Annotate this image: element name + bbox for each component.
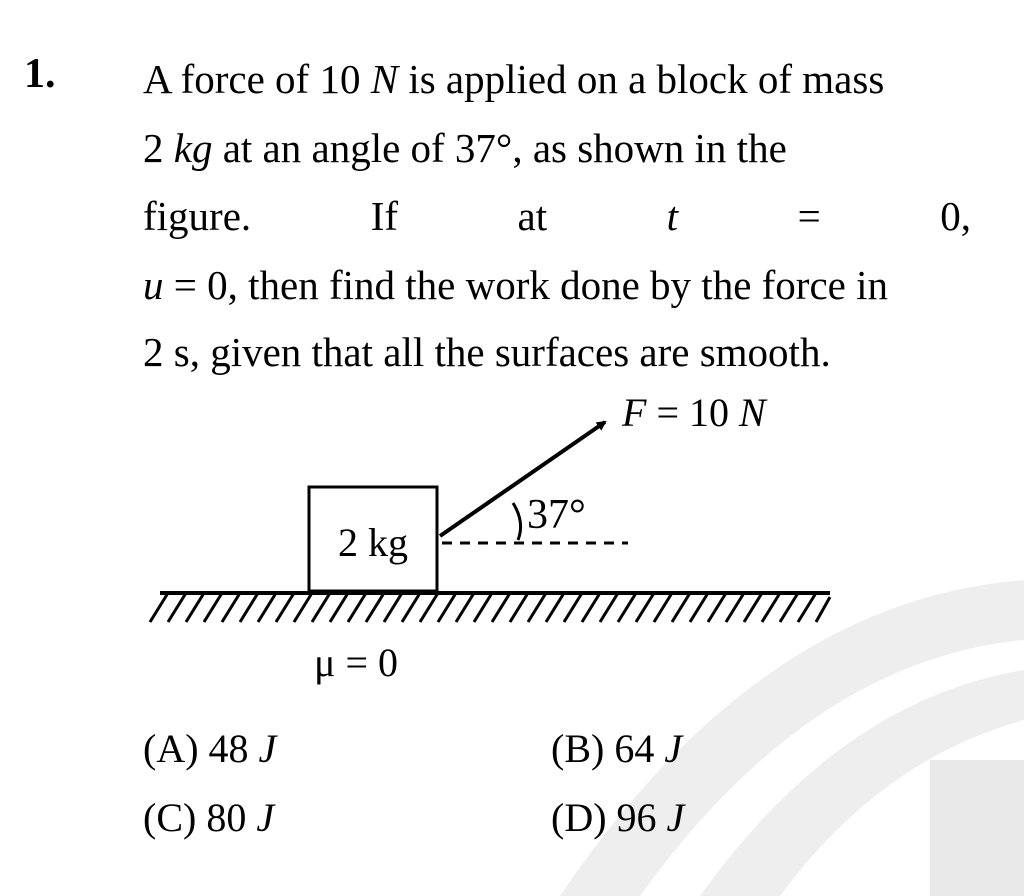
force-label: F = 10 N xyxy=(622,390,766,435)
option-b-value: 64 J xyxy=(614,726,683,771)
option-c-value: 80 J xyxy=(206,795,275,840)
question-line-3: figure. If at t = 0, xyxy=(143,193,971,239)
ground-hatching xyxy=(150,593,830,622)
question-line-4: u = 0, then find the work done by the force in xyxy=(143,262,888,308)
friction-label: μ = 0 xyxy=(314,640,399,685)
angle-arc xyxy=(513,503,521,540)
angle-label: 37° xyxy=(527,492,586,538)
option-a-key: (A) xyxy=(143,726,199,771)
question-line-5: 2 s, given that all the surfaces are smooth. xyxy=(143,329,831,375)
option-c[interactable] xyxy=(143,795,274,841)
option-d[interactable] xyxy=(551,795,684,841)
option-d-key: (D) xyxy=(551,795,607,840)
question-number: 1. xyxy=(24,51,56,97)
option-c-key: (C) xyxy=(143,795,197,840)
block-label: 2 kg xyxy=(338,520,408,565)
option-b[interactable] xyxy=(551,726,682,772)
question-line-1: A force of 10 N is applied on a block of mass xyxy=(143,56,885,102)
option-d-value: 96 J xyxy=(616,795,685,840)
option-a[interactable] xyxy=(143,726,276,772)
question-line-2: 2 kg at an angle of 37°, as shown in the xyxy=(143,125,787,171)
option-a-value: 48 J xyxy=(208,726,277,771)
option-b-key: (B) xyxy=(551,726,605,771)
